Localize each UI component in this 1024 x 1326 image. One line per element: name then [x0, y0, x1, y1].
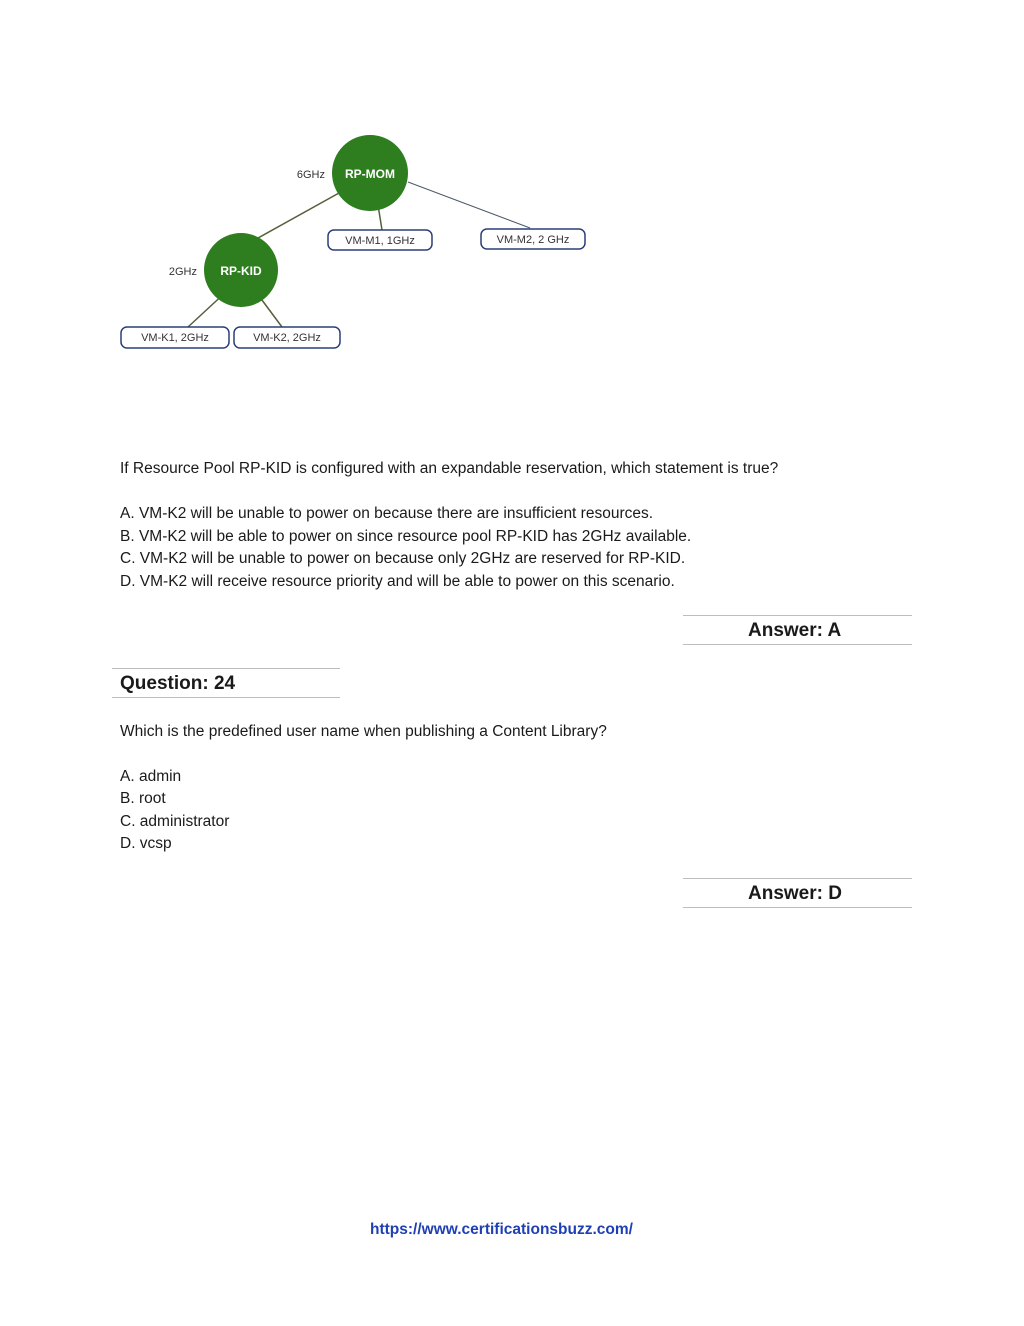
q24-option-d: D. vcsp — [120, 835, 172, 852]
rp-mom-label: RP-MOM — [345, 167, 395, 181]
footer-url-link[interactable]: https://www.certificationsbuzz.com/ — [370, 1221, 633, 1238]
q23-option-b: B. VM-K2 will be able to power on since resource pool RP-KID has 2GHz available. — [120, 528, 692, 545]
vm-k2-label: VM-K2, 2GHz — [253, 332, 321, 344]
q23-answer: Answer: A — [748, 620, 842, 641]
vm-m2-label: VM-M2, 2 GHz — [496, 234, 570, 246]
q24-question: Which is the predefined user name when publishing a Content Library? — [120, 723, 607, 740]
q24-heading-rule-top — [112, 668, 340, 669]
q23-option-a: A. VM-K2 will be unable to power on because there are insufficient resources. — [120, 505, 654, 522]
q23-option-c: C. VM-K2 will be unable to power on because only 2GHz are reserved for RP-KID. — [120, 550, 686, 567]
vm-m1-label: VM-M1, 1GHz — [345, 235, 415, 247]
q24-answer-rule-bottom — [683, 907, 912, 908]
resource-pool-diagram — [110, 130, 610, 360]
q23-option-d: D. VM-K2 will receive resource priority and will be able to power on this scenario. — [120, 573, 675, 590]
q23-question: If Resource Pool RP-KID is configured with an expandable reservation, which statement is true? — [120, 460, 779, 477]
q24-option-b: B. root — [120, 790, 166, 807]
rp-mom-capacity: 6GHz — [296, 169, 325, 181]
rp-kid-label: RP-KID — [220, 264, 262, 278]
q24-heading: Question: 24 — [120, 673, 236, 694]
rp-kid-capacity: 2GHz — [168, 266, 197, 278]
q24-option-a: A. admin — [120, 768, 182, 785]
q24-option-c: C. administrator — [120, 813, 230, 830]
q24-answer-rule-top — [683, 878, 912, 879]
edge-mom-m2 — [408, 182, 530, 228]
q24-heading-rule-bottom — [112, 697, 340, 698]
q23-answer-rule-bottom — [683, 644, 912, 645]
vm-k1-label: VM-K1, 2GHz — [141, 332, 209, 344]
q24-answer: Answer: D — [748, 883, 842, 904]
q23-answer-rule-top — [683, 615, 912, 616]
